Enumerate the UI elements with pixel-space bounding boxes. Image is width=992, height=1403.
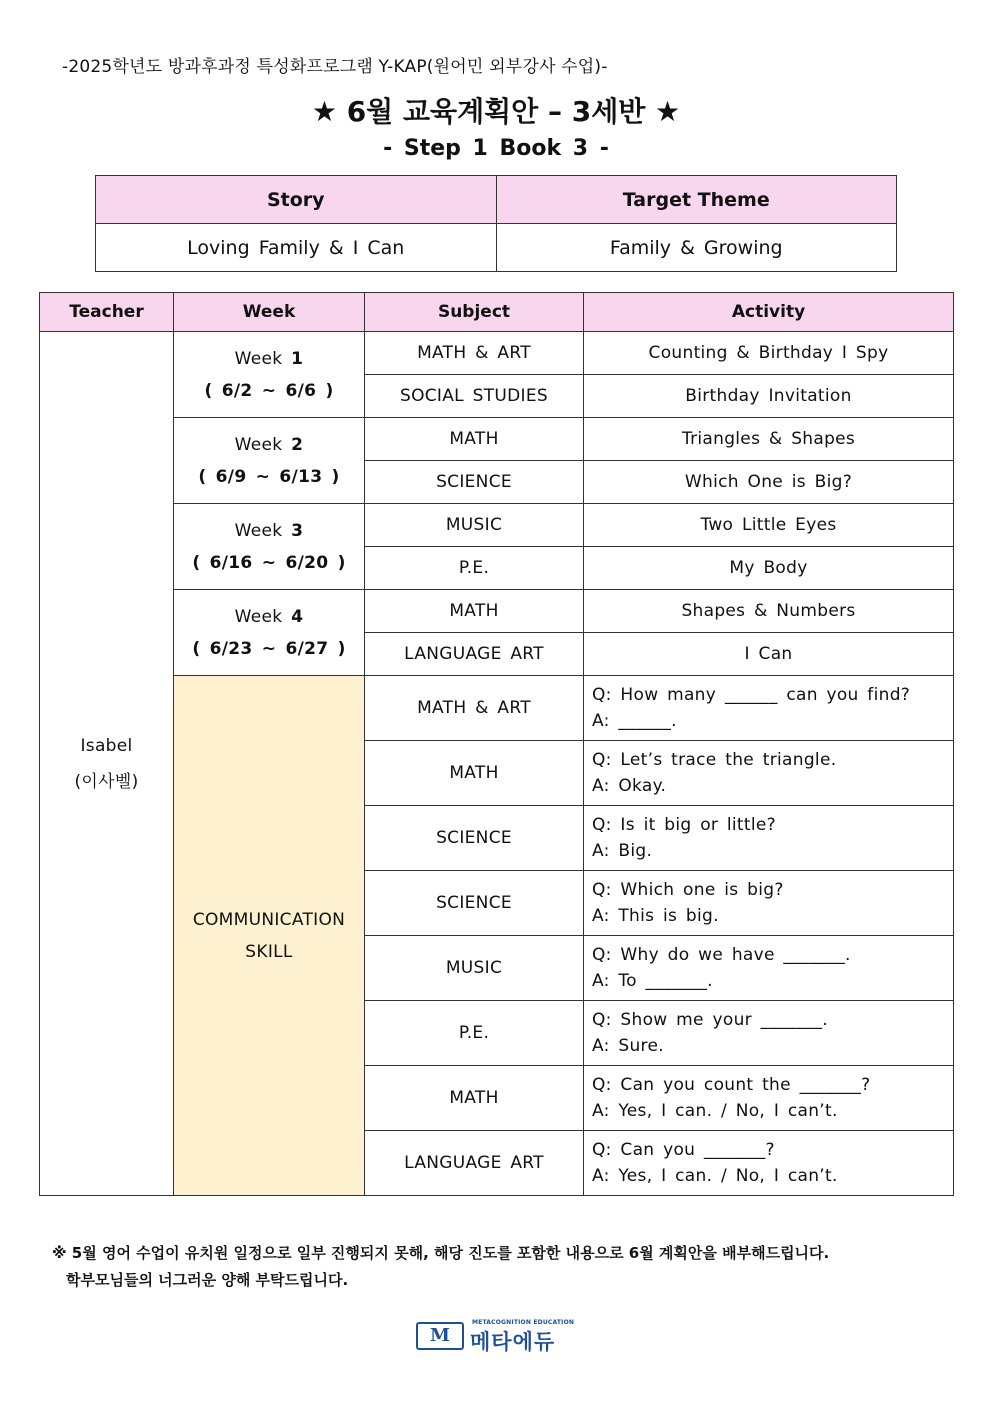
teacher-name-korean: (이사벨) — [74, 771, 139, 792]
qa-cell — [584, 806, 954, 871]
qa-cell — [584, 676, 954, 741]
subject-header: Subject — [365, 293, 584, 332]
footnote-line-2: 학부모님들의 너그러운 양해 부탁드립니다. — [66, 1271, 349, 1289]
answer: A: This is big. — [592, 906, 719, 926]
subject-cell: LANGUAGE ART — [365, 633, 584, 676]
answer: A: To _______. — [592, 971, 713, 991]
week-cell — [174, 504, 365, 590]
target-theme-header: Target Theme — [496, 176, 897, 224]
story-value: Loving Family & I Can — [96, 224, 497, 272]
week-range: ( 6/16 ~ 6/20 ) — [192, 552, 346, 573]
qa-cell — [584, 741, 954, 806]
activity-cell: Triangles & Shapes — [584, 418, 954, 461]
logo-text: 메타에듀 — [470, 1330, 556, 1354]
teacher-cell — [40, 332, 174, 1196]
program-header: -2025학년도 방과후과정 특성화프로그램 Y-KAP(원어민 외부강사 수업)- — [62, 57, 608, 77]
table-row — [40, 676, 954, 741]
logo-subtext: METACOGNITION EDUCATION — [472, 1319, 575, 1326]
question: Q: Which one is big? — [592, 880, 784, 900]
subject-cell: SCIENCE — [365, 806, 584, 871]
question: Q: Why do we have _______. — [592, 945, 851, 965]
story-value-row — [96, 224, 897, 272]
qa-cell — [584, 871, 954, 936]
subject-cell: MATH & ART — [365, 332, 584, 375]
teacher-name: Isabel — [80, 735, 133, 756]
week-cell — [174, 418, 365, 504]
footnote-line-1: ※ 5월 영어 수업이 유치원 일정으로 일부 진행되지 못해, 해당 진도를 포함한 내용으로 6월 계획안을 배부해드립니다. — [52, 1244, 830, 1262]
footnote — [52, 1240, 952, 1294]
activity-cell: Two Little Eyes — [584, 504, 954, 547]
communication-skill-cell — [174, 676, 365, 1196]
question: Q: Can you count the _______? — [592, 1075, 871, 1095]
subject-cell: SCIENCE — [365, 871, 584, 936]
subject-cell: MATH & ART — [365, 676, 584, 741]
subject-cell: MUSIC — [365, 504, 584, 547]
plan-table — [39, 292, 954, 1196]
meta-edu-logo — [416, 1318, 578, 1352]
subject-cell: MATH — [365, 741, 584, 806]
story-header: Story — [96, 176, 497, 224]
subject-cell: MUSIC — [365, 936, 584, 1001]
table-row — [40, 504, 954, 547]
page-title: ★ 6월 교육계획안 – 3세반 ★ — [311, 95, 681, 128]
qa-cell — [584, 1066, 954, 1131]
week-cell — [174, 332, 365, 418]
week-header: Week — [174, 293, 365, 332]
week-label: Week 1 — [234, 348, 304, 369]
subject-cell: MATH — [365, 1066, 584, 1131]
answer: A: Okay. — [592, 776, 667, 796]
week-label: Week 3 — [234, 520, 304, 541]
subject-cell: P.E. — [365, 547, 584, 590]
subject-cell: MATH — [365, 418, 584, 461]
table-row — [40, 418, 954, 461]
question: Q: How many ______ can you find? — [592, 685, 911, 705]
week-label: Week 2 — [234, 434, 304, 455]
subject-cell: LANGUAGE ART — [365, 1131, 584, 1196]
page-subtitle: - Step 1 Book 3 - — [383, 136, 609, 161]
week-range: ( 6/2 ~ 6/6 ) — [204, 380, 334, 401]
qa-cell — [584, 1001, 954, 1066]
qa-cell — [584, 936, 954, 1001]
activity-header: Activity — [584, 293, 954, 332]
story-header-row — [96, 176, 897, 224]
week-label: Week 4 — [234, 606, 304, 627]
table-row — [40, 332, 954, 375]
logo-mark: M — [416, 1322, 464, 1350]
answer: A: Yes, I can. / No, I can’t. — [592, 1166, 838, 1186]
week-range: ( 6/23 ~ 6/27 ) — [192, 638, 346, 659]
question: Q: Can you _______? — [592, 1140, 775, 1160]
answer: A: ______. — [592, 711, 677, 731]
activity-cell: Birthday Invitation — [584, 375, 954, 418]
activity-cell: Shapes & Numbers — [584, 590, 954, 633]
activity-cell: My Body — [584, 547, 954, 590]
table-row — [40, 590, 954, 633]
question: Q: Show me your _______. — [592, 1010, 828, 1030]
question: Q: Is it big or little? — [592, 815, 776, 835]
subject-cell: MATH — [365, 590, 584, 633]
qa-cell — [584, 1131, 954, 1196]
activity-cell: Counting & Birthday I Spy — [584, 332, 954, 375]
activity-cell: I Can — [584, 633, 954, 676]
activity-cell: Which One is Big? — [584, 461, 954, 504]
target-theme-value: Family & Growing — [496, 224, 897, 272]
teacher-header: Teacher — [40, 293, 174, 332]
story-table — [95, 175, 897, 272]
week-range: ( 6/9 ~ 6/13 ) — [198, 466, 340, 487]
answer: A: Big. — [592, 841, 653, 861]
plan-header-row — [40, 293, 954, 332]
subject-cell: SOCIAL STUDIES — [365, 375, 584, 418]
subject-cell: SCIENCE — [365, 461, 584, 504]
subject-cell: P.E. — [365, 1001, 584, 1066]
question: Q: Let’s trace the triangle. — [592, 750, 837, 770]
answer: A: Sure. — [592, 1036, 664, 1056]
answer: A: Yes, I can. / No, I can’t. — [592, 1101, 838, 1121]
communication-label: COMMUNICATION — [192, 909, 346, 930]
week-cell — [174, 590, 365, 676]
skill-label: SKILL — [245, 941, 293, 962]
